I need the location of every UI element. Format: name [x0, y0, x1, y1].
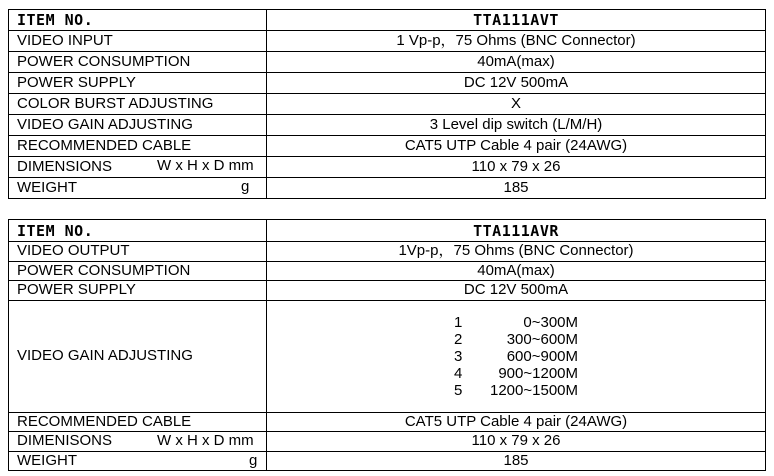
- table-row: [9, 94, 766, 115]
- table-row-weight: [9, 451, 766, 471]
- row-value: 3 Level dip switch (L/M/H): [267, 115, 766, 136]
- row-value: CAT5 UTP Cable 4 pair (24AWG): [267, 412, 766, 432]
- row-value: 40mA(max): [267, 52, 766, 73]
- table-row: [9, 412, 766, 432]
- row-value: CAT5 UTP Cable 4 pair (24AWG): [267, 136, 766, 157]
- gain-level: [454, 365, 578, 382]
- dimensions-label: DIMENISONS: [17, 432, 113, 450]
- header-label: ITEM NO.: [9, 10, 267, 31]
- dimensions-value: 110 x 79 x 26: [267, 157, 766, 178]
- level-range: 300~600M: [506, 331, 578, 348]
- table-row-weight: [9, 178, 766, 199]
- table-row-dimensions: [9, 432, 766, 452]
- weight-label: WEIGHT: [17, 179, 77, 196]
- table-row: [9, 242, 766, 262]
- table-row-dimensions: [9, 157, 766, 178]
- table-row: [9, 52, 766, 73]
- gain-label: VIDEO GAIN ADJUSTING: [9, 300, 267, 412]
- gain-levels-list: [454, 312, 578, 399]
- row-value: X: [267, 94, 766, 115]
- table-row: [9, 115, 766, 136]
- weight-label-cell: [9, 178, 267, 199]
- table-row: [9, 136, 766, 157]
- row-label: POWER SUPPLY: [9, 73, 267, 94]
- dimensions-label: DIMENSIONS: [17, 158, 113, 175]
- row-label: VIDEO INPUT: [9, 31, 267, 52]
- table-row: [9, 281, 766, 301]
- dimensions-label-cell: [9, 157, 267, 178]
- row-label: POWER CONSUMPTION: [9, 52, 267, 73]
- dimensions-unit: W x H x D mm: [157, 432, 254, 449]
- weight-label-cell: [9, 451, 267, 471]
- table-row: [9, 31, 766, 52]
- header-label: ITEM NO.: [9, 220, 267, 242]
- weight-label: WEIGHT: [17, 451, 77, 469]
- spec-table-transmitter: [8, 9, 766, 199]
- model-number: TTA111AVR: [267, 220, 766, 242]
- level-range: 1200~1500M: [490, 382, 578, 399]
- level-range: 900~1200M: [498, 365, 578, 382]
- row-value: DC 12V 500mA: [267, 73, 766, 94]
- level-range: 600~900M: [506, 348, 578, 365]
- weight-unit: g: [249, 451, 258, 469]
- gain-level: [454, 331, 578, 348]
- level-range: 0~300M: [523, 314, 578, 331]
- weight-unit: g: [241, 178, 250, 195]
- row-label: RECOMMENDED CABLE: [9, 136, 267, 157]
- weight-value: 185: [267, 451, 766, 471]
- row-label: POWER CONSUMPTION: [9, 261, 267, 281]
- model-number: TTA111AVT: [267, 10, 766, 31]
- gain-level: [454, 314, 578, 331]
- row-label: POWER SUPPLY: [9, 281, 267, 301]
- table-header-row: [9, 220, 766, 242]
- row-label: VIDEO OUTPUT: [9, 242, 267, 262]
- dimensions-value: 110 x 79 x 26: [267, 432, 766, 452]
- dimensions-unit: W x H x D mm: [157, 157, 254, 174]
- row-value: 1Vp-p，75 Ohms (BNC Connector): [267, 242, 766, 262]
- row-value: 40mA(max): [267, 261, 766, 281]
- level-number: 2: [454, 331, 463, 348]
- table-header-row: [9, 10, 766, 31]
- gain-level: [454, 348, 578, 365]
- spec-table-receiver: [8, 219, 766, 471]
- level-number: 5: [454, 382, 463, 399]
- row-value: DC 12V 500mA: [267, 281, 766, 301]
- table-row: [9, 73, 766, 94]
- table-row: [9, 261, 766, 281]
- table-row-gain: [9, 300, 766, 412]
- row-value: 1 Vp-p，75 Ohms (BNC Connector): [267, 31, 766, 52]
- row-label: VIDEO GAIN ADJUSTING: [9, 115, 267, 136]
- dimensions-label-cell: [9, 432, 267, 452]
- level-number: 4: [454, 365, 463, 382]
- weight-value: 185: [267, 178, 766, 199]
- gain-levels-cell: [267, 300, 766, 412]
- row-label: RECOMMENDED CABLE: [9, 412, 267, 432]
- gain-level: [454, 382, 578, 399]
- level-number: 1: [454, 314, 463, 331]
- level-number: 3: [454, 348, 463, 365]
- row-label: COLOR BURST ADJUSTING: [9, 94, 267, 115]
